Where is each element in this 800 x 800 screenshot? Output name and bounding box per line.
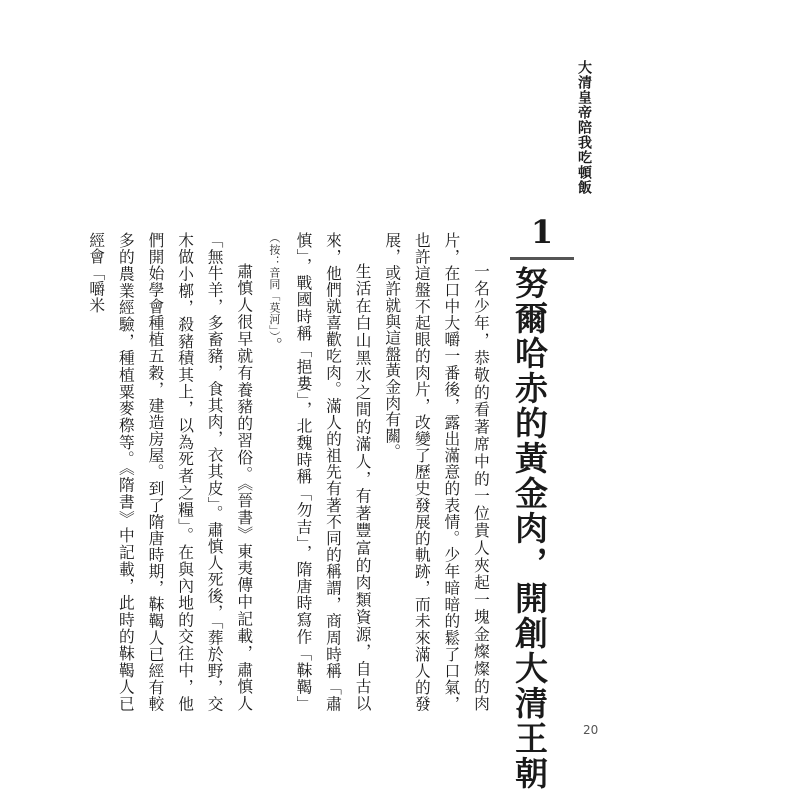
pronunciation-note: （按：音同「莫河」） <box>267 232 281 337</box>
body-text <box>87 232 496 712</box>
paragraph-2: 生活在白山黑水之間的滿人，有著豐富的肉類資源，自古以來，他們就喜歡吃肉。滿人的祖先有著不同的稱謂，商周時稱「肅慎」，戰國時稱「挹婁」，北魏時稱「勿吉」，隋唐時寫作「靺鞨」（按：音同「莫河」）。 <box>264 232 373 712</box>
chapter-rule <box>510 257 574 260</box>
chapter-title: 努爾哈赤的黃金肉，開創大清王朝 <box>510 266 549 791</box>
page-number: 20 <box>583 723 599 737</box>
chapter-number: 1 <box>530 213 554 251</box>
paragraph-1: 一名少年，恭敬的看著席中的一位貴人夾起一塊金燦燦的肉片，在口中大嚼一番後，露出滿意的表情。少年暗暗的鬆了口氣，也許這盤不起眼的肉片，改變了歷史發展的軌跡，而未來滿人的發展，或許就與這盤黃金肉有關。 <box>383 232 491 712</box>
paragraph-3: 肅慎人很早就有養豬的習俗。《晉書》東夷傳中記載，肅慎人「無牛羊，多畜豬，食其肉，衣其皮」。肅慎人死後，「葬於野，交木做小槨，殺豬積其上，以為死者之糧」。在與內地的交往中，他們開始學會種植五穀，建造房屋。到了隋唐時期，靺鞨人已經有較多的農業經驗，種植粟麥穄等。《隋書》中記載，此時的靺鞨人已經會「嚼米 <box>87 232 255 712</box>
running-head: 大清皇帝陪我吃頓飯 <box>576 60 592 195</box>
